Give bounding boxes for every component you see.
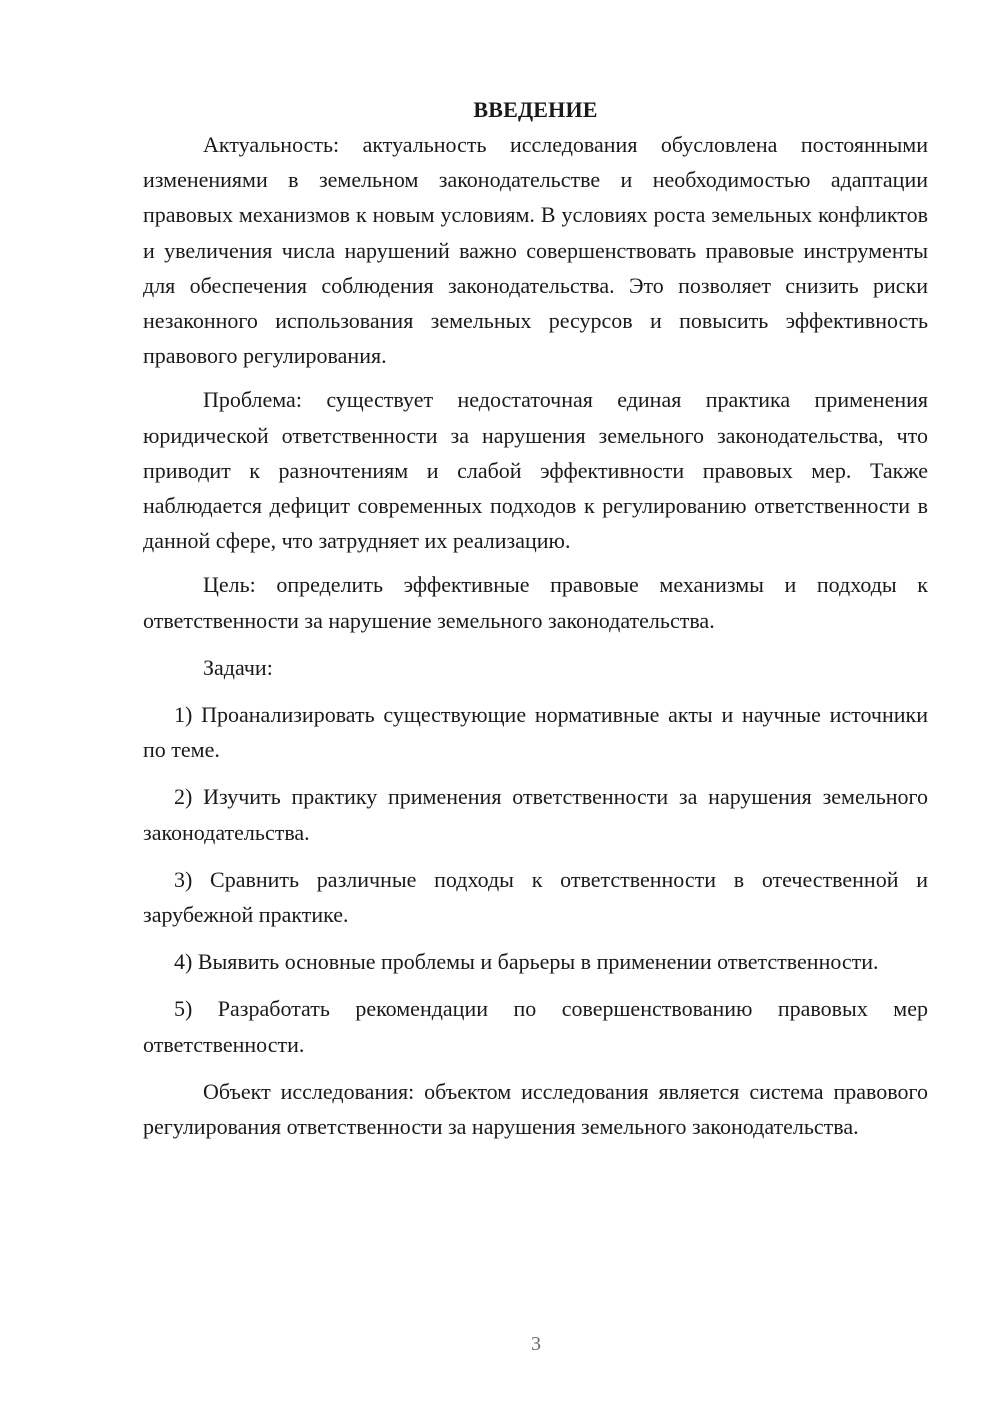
paragraph-object: Объект исследования: объектом исследования является система правового регулирования ответственности за нарушения земельного законодательства. [143,1078,928,1140]
task-item-4: 4) Выявить основные проблемы и барьеры в применении ответственности. [174,949,879,975]
page-number: 3 [531,1333,541,1355]
task-item-2: 2) Изучить практику применения ответственности за нарушения земельного законодательства. [143,784,928,845]
task-item-3: 3) Сравнить различные подходы к ответственности в отечественной и зарубежной практике. [143,866,928,928]
paragraph-problem: Проблема: существует недостаточная единая практика применения юридической ответственности за нарушения земельного законодательства, что приводит к разночтениям и слабой эффективности правовых мер. Также наблюдается дефицит современных подходов к регулированию ответственности в данной сфере, что затрудняет их реализацию. [143,387,928,554]
paragraph-relevance: Актуальность: актуальность исследования обусловлена постоянными изменениями в земельном законодательстве и необходимостью адаптации правовых механизмов к новым условиям. В условиях роста земельных конфликтов и увеличения числа нарушений важно совершенствовать правовые инструменты для обеспечения соблюдения законодательства. Это позволяет снизить риски незаконного использования земельных ресурсов и повысить эффективность правового регулирования. [143,132,928,369]
paragraph-goal: Цель: определить эффективные правовые механизмы и подходы к ответственности за нарушение земельного законодательства. [143,572,928,633]
task-item-1: 1) Проанализировать существующие нормативные акты и научные источники по теме. [143,702,928,763]
tasks-label: Задачи: [203,654,273,680]
document-page [143,92,928,1144]
task-item-5: 5) Разработать рекомендации по совершенствованию правовых мер ответственности. [143,996,928,1057]
section-heading: ВВЕДЕНИЕ [473,97,598,122]
